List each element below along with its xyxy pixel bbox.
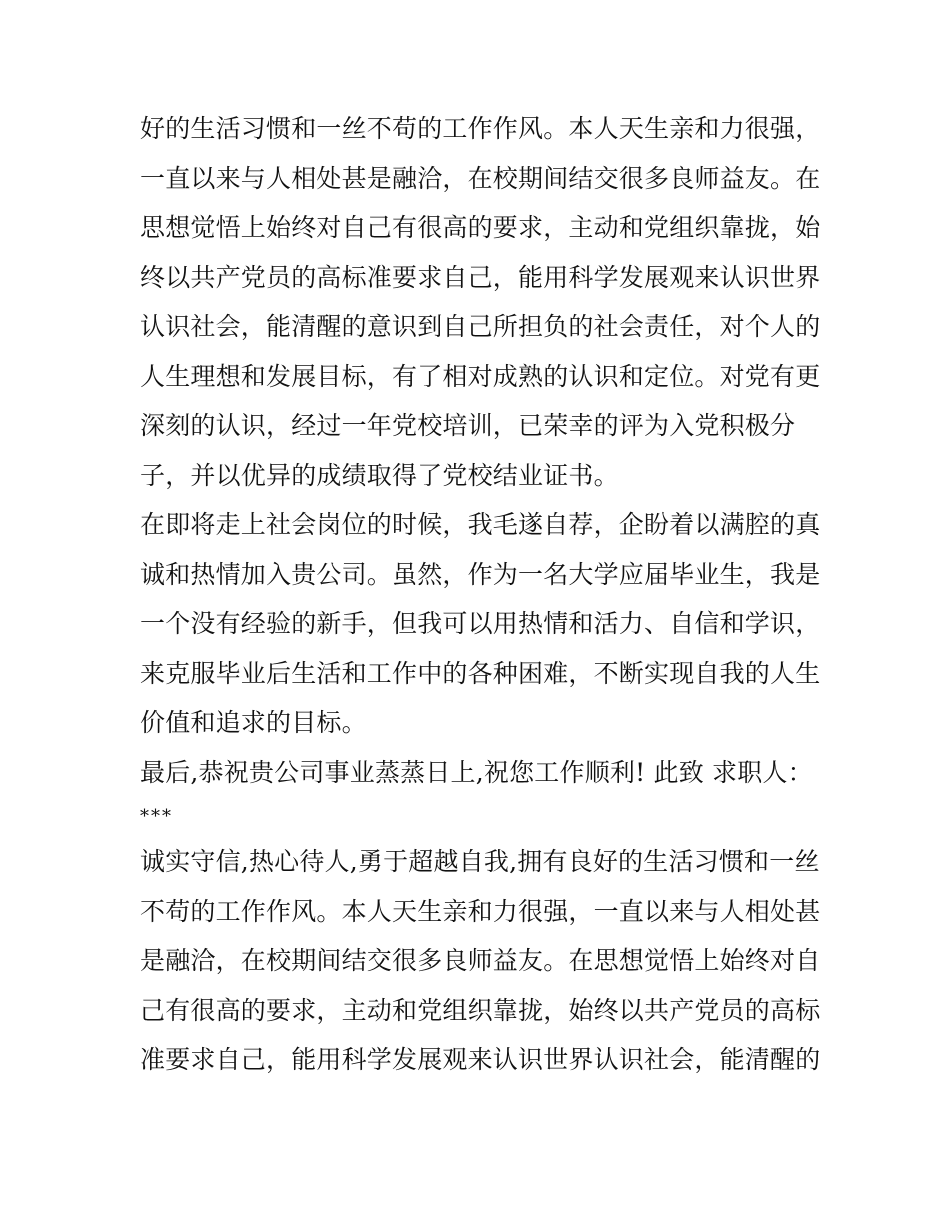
text-line: 认识社会，能清醒的意识到自己所担负的社会责任，对个人的: [140, 312, 821, 341]
text-line: 己有很高的要求，主动和党组织靠拢，始终以共产党员的高标: [140, 995, 821, 1025]
text-line: 诚和热情加入贵公司。虽然，作为一名大学应届毕业生，我是: [140, 559, 821, 589]
document-body: [140, 104, 820, 1085]
text-line: 一个没有经验的新手，但我可以用热情和活力、自信和学识，: [140, 609, 821, 638]
text-line: 准要求自己，能用科学发展观来认识世界认识社会，能清醒的: [140, 1045, 821, 1074]
text-line: 价值和追求的目标。: [140, 708, 367, 737]
text-line: 诚实守信,热心待人,勇于超越自我,拥有良好的生活习惯和一丝: [140, 847, 820, 876]
text-line: 人生理想和发展目标，有了相对成熟的认识和定位。对党有更: [140, 361, 821, 391]
text-line: 不苟的工作作风。本人天生亲和力很强，一直以来与人相处甚: [140, 896, 821, 926]
signature-placeholder: ***: [140, 806, 173, 827]
text-line: 一直以来与人相处甚是融洽，在校期间结交很多良师益友。在: [140, 163, 821, 193]
text-line: 思想觉悟上始终对自己有很高的要求，主动和党组织靠拢，始: [140, 213, 821, 242]
text-line: 深刻的认识，经过一年党校培训，已荣幸的评为入党积极分: [140, 411, 796, 440]
text-line: 终以共产党员的高标准要求自己，能用科学发展观来认识世界: [140, 262, 821, 292]
text-line: 好的生活习惯和一丝不苟的工作作风。本人天生亲和力很强，: [140, 114, 821, 143]
text-line: 在即将走上社会岗位的时候，我毛遂自荐，企盼着以满腔的真: [140, 510, 821, 539]
text-line: 子，并以优异的成绩取得了党校结业证书。: [140, 460, 619, 490]
text-line: 最后,恭祝贵公司事业蒸蒸日上,祝您工作顺利! 此致 求职人：: [140, 757, 813, 787]
text-line: 是融洽，在校期间结交很多良师益友。在思想觉悟上始终对自: [140, 946, 821, 975]
text-line: 来克服毕业后生活和工作中的各种困难，不断实现自我的人生: [140, 658, 821, 688]
